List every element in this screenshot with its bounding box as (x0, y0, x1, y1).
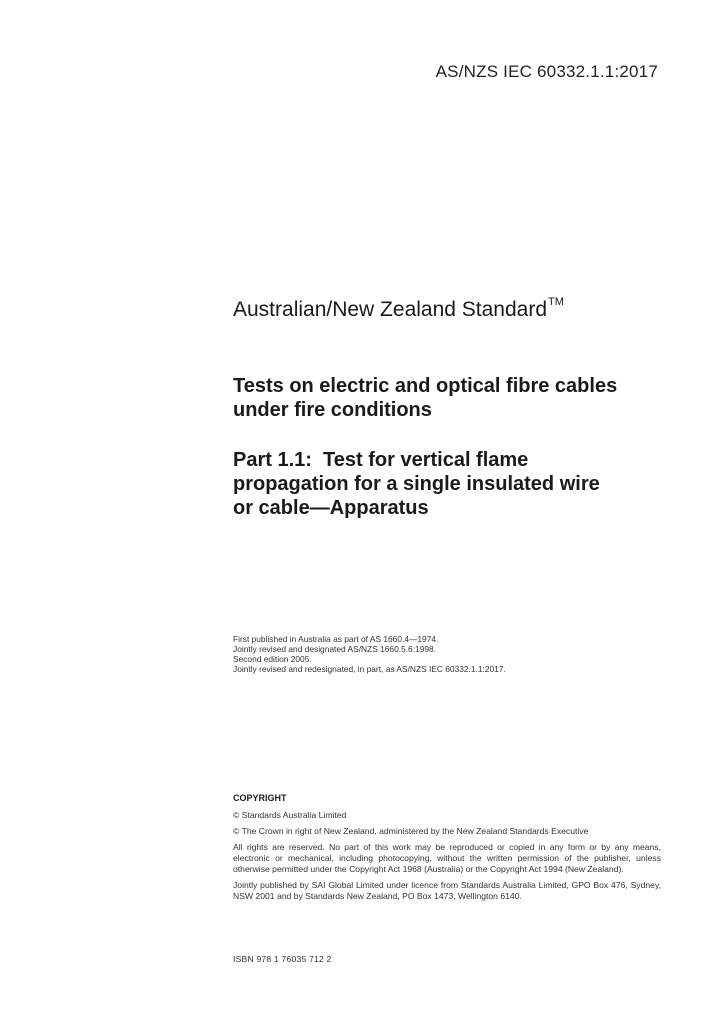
part-title-line: or cable—Apparatus (233, 497, 429, 519)
isbn-number: ISBN 978 1 76035 712 2 (233, 954, 332, 964)
copyright-line: © The Crown in right of New Zealand, administered by the New Zealand Standards Executive (233, 826, 589, 836)
copyright-heading: COPYRIGHT (233, 793, 287, 803)
publication-history (233, 634, 693, 674)
copyright-rights-text: All rights are reserved. No part of this work may be reproduced or copied in any form or by any means, electronic or mechanical, including photocopying, without the written permission of the publisher, unless otherwise permitted under the Copyright Act 1968 (Australia) or the Copyright Act 1994 (New Zealand). (233, 842, 661, 874)
title-line: under fire conditions (233, 399, 432, 421)
part-title (233, 448, 693, 520)
copyright-publisher-text: Jointly published by SAI Global Limited under licence from Standards Australia Limited, GPO Box 476, Sydney, NSW 2001 and by Standards New Zealand, PO Box 1473, Wellington 6140. (233, 880, 661, 901)
standard-type-heading (233, 298, 564, 322)
part-title-line: propagation for a single insulated wire (233, 473, 600, 495)
history-line: Second edition 2005. (233, 654, 312, 664)
history-line: First published in Australia as part of AS 1660.4—1974. (233, 634, 439, 644)
trademark-symbol: TM (548, 296, 564, 308)
standard-type-text: Australian/New Zealand Standard (233, 298, 548, 321)
history-line: Jointly revised and designated AS/NZS 1660.5.6:1998. (233, 644, 436, 654)
document-title (233, 374, 693, 422)
standard-number: AS/NZS IEC 60332.1.1:2017 (435, 62, 658, 81)
copyright-block (233, 793, 661, 907)
part-title-line: Part 1.1: Test for vertical flame (233, 449, 529, 471)
title-line: Tests on electric and optical fibre cables (233, 375, 618, 397)
history-line: Jointly revised and redesignated, in part, as AS/NZS IEC 60332.1.1:2017. (233, 664, 506, 674)
copyright-line: © Standards Australia Limited (233, 810, 347, 820)
